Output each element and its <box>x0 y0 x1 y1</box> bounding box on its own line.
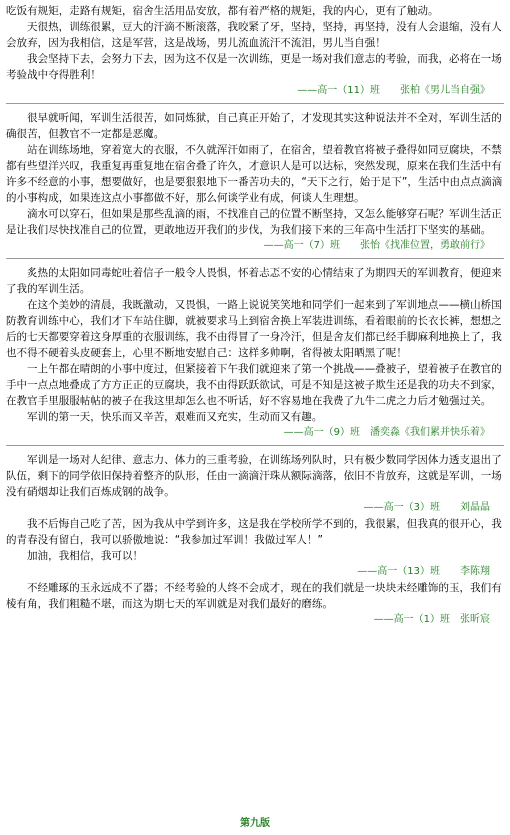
essay-section <box>6 452 504 516</box>
essay-paragraph: 站在训练场地，穿着宽大的衣服，不久就浑汗如雨了，在宿舍，望着教官将被子叠得如同豆腐块，不禁都有些望洋兴叹，我重复再重复地在宿舍叠了许久，才意识人是可以达标，突然发现，原来在我们生活中有许多不经意的小事，想要做好，也是要狠狠地下一番苦功夫的，“天下之行，始于足下”，生活中由点点滴滴的小事构成，如果连这点小事都做不好，那么何谈学业有成，何谈人生理想。 <box>6 144 503 204</box>
essay-paragraph: 吃饭有规矩，走路有规矩，宿舍生活用品安放，都有着严格的规矩，我的内心，更有了触动。 <box>6 5 439 17</box>
essay-paragraph: 军训是一场对人纪律、意志力、体力的三重考验，在训练场列队时，只有极少数同学因体力透支退出了队伍，剩下的同学依旧保持着整齐的队形，任由一滴滴汗珠从额际滴落，依旧不肯放弃，这就是军训，一场没有硝烟却让我们百炼成钢的战争。 <box>6 454 502 498</box>
section-divider <box>6 445 504 446</box>
essay-paragraph: 不经雕琢的玉永远成不了器；不经考验的人终不会成才，现在的我们就是一块块未经雕饰的玉，我们有棱有角，我们粗糙不堪，而这为期七天的军训就是对我们最好的磨练。 <box>6 582 502 610</box>
essay-paragraph: 在这个美妙的清晨，我既激动，又畏惧，一路上说说笑笑地和同学们一起来到了军训地点——横山桥国防教育训练中心，我们才下车站住脚，就被要求马上到宿舍换上军装进训练，看着眼前的长衣长裤，想想之后的七天都要穿着这身厚重的衣服训练，我不由得冒了一身冷汗，但是舍友们都已经手脚麻利地换上了，我也不得不硬着头皮硬套上，心里不断地安慰自己：这样多帅啊，省得被太阳晒黑了呢！ <box>6 299 502 359</box>
section-divider <box>6 258 504 259</box>
essay-paragraph: 我不后悔自己吃了苦，因为我从中学到许多，这是我在学校所学不到的，我很累，但我真的很开心，我的青春没有留白，我可以骄傲地说：“我参加过军训！我做过军人！” <box>6 518 502 546</box>
essay-paragraph: 很早就听闻，军训生活很苦，如同炼狱，自己真正开始了，才发现其实这种说法并不全对，军训生活的确很苦，但教官不一定都是恶魔。 <box>6 112 502 140</box>
essay-section <box>6 265 504 441</box>
essay-paragraph: 滴水可以穿石，但如果是那些乱滴的雨，不找准自己的位置不断坚持，又怎么能够穿石呢？军训生活正是让我们尽快找准自己的位置，更敢地迈开我们的步伐，为我们接下来的三年高中生活打下坚实的基础。 <box>6 208 502 236</box>
author-signature: ——高一（11）班 张柏《男儿当自强》 <box>297 85 490 96</box>
essay-section <box>6 580 504 628</box>
essay-section <box>6 516 504 580</box>
essay-paragraph: 天很热，训练很累，豆大的汗滴不断滚落，我咬紧了牙，坚持，坚持，再坚持，没有人会退缩，没有人会放弃，因为我相信，这是军营，这是战场，男儿流血流汗不流泪，男儿当自强！ <box>6 21 502 49</box>
essay-paragraph: 我会坚持下去，会努力下去，因为这不仅是一次训练，更是一场对我们意志的考验，而我，必将在一场考验战中夺得胜利！ <box>6 53 502 81</box>
essay-paragraph: 炙热的太阳如同毒蛇吐着信子一般令人畏惧，怀着忐忑不安的心情结束了为期四天的军训教育，便迎来了我的军训生活。 <box>6 267 502 295</box>
author-signature: ——高一（9）班 潘奕淼《我们累并快乐着》 <box>283 427 490 438</box>
essay-paragraph: 加油，我相信，我可以！ <box>27 550 144 562</box>
author-signature: ——高一（3）班 刘晶晶 <box>363 502 490 513</box>
page-number: 第九版 <box>240 818 270 829</box>
essay-section <box>6 3 504 99</box>
section-divider <box>6 103 504 104</box>
essay-paragraph: 军训的第一天，快乐而又辛苦，艰难而又充实，生动而又有趣。 <box>27 411 323 423</box>
essay-paragraph: 一上午都在晴朗的小事中度过，但紧接着下午我们就迎来了第一个挑战——叠被子，望着被子在教官的手中一点点地叠成了方方正正的豆腐块，我不由得跃跃欲试，可是不知是这被子欺生还是我的功夫不到家，在教官手里服服帖帖的被子在我这里却怎么也不听话，好不容易地在我费了九牛二虎之力后才勉强过关。 <box>6 363 502 407</box>
author-signature: ——高一（13）班 李陈翔 <box>357 566 490 577</box>
author-signature: ——高一（7）班 张怡《找准位置，勇敢前行》 <box>263 240 490 251</box>
author-signature: ——高一（1）班 张昕宸 <box>373 614 490 625</box>
essay-section <box>6 110 504 254</box>
